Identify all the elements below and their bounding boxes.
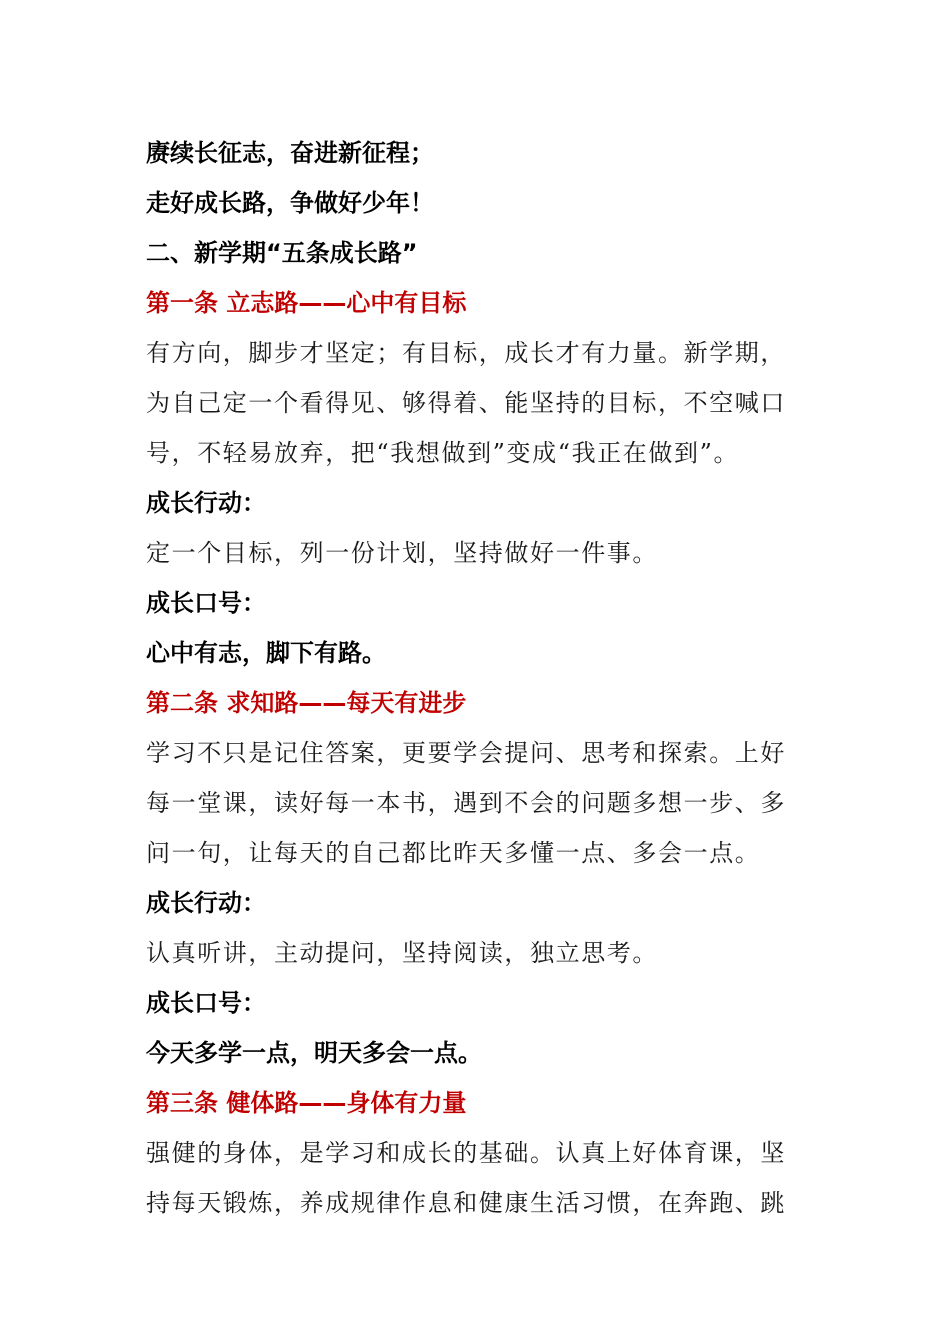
article-1-paragraph-line-2: 为自己定一个看得见、够得着、能坚持的目标，不空喊口 [146, 389, 786, 417]
article-3-paragraph-line-1: 强健的身体，是学习和成长的基础。认真上好体育课，坚 [146, 1139, 786, 1167]
article-2-action-label: 成长行动： [146, 889, 266, 917]
article-3-heading: 第三条 健体路——身体有力量 [146, 1089, 467, 1117]
article-1-heading: 第一条 立志路——心中有目标 [146, 289, 467, 317]
article-2-action-text: 认真听讲，主动提问，坚持阅读，独立思考。 [146, 939, 658, 967]
slogan-line-1: 赓续长征志，奋进新征程； [146, 139, 434, 167]
article-2-paragraph-line-2: 每一堂课，读好每一本书，遇到不会的问题多想一步、多 [146, 789, 786, 817]
article-2-heading: 第二条 求知路——每天有进步 [146, 689, 467, 717]
article-1-paragraph-line-3: 号，不轻易放弃，把“我想做到”变成“我正在做到”。 [146, 439, 740, 467]
section-heading: 二、新学期“五条成长路” [146, 239, 418, 267]
article-1-slogan-label: 成长口号： [146, 589, 266, 617]
article-3-paragraph-line-2: 持每天锻炼，养成规律作息和健康生活习惯，在奔跑、跳 [146, 1189, 786, 1217]
slogan-line-2: 走好成长路，争做好少年！ [146, 189, 434, 217]
document-body [146, 128, 810, 1228]
article-2-slogan-text: 今天多学一点，明天多会一点。 [146, 1039, 482, 1067]
article-2-paragraph-line-1: 学习不只是记住答案，更要学会提问、思考和探索。上好 [146, 739, 786, 767]
article-1-slogan-text: 心中有志，脚下有路。 [146, 639, 386, 667]
article-2-paragraph-line-3: 问一句，让每天的自己都比昨天多懂一点、多会一点。 [146, 839, 761, 867]
article-1-action-text: 定一个目标，列一份计划，坚持做好一件事。 [146, 539, 658, 567]
article-1-action-label: 成长行动： [146, 489, 266, 517]
article-1-paragraph-line-1: 有方向，脚步才坚定；有目标，成长才有力量。新学期， [146, 339, 786, 367]
article-2-slogan-label: 成长口号： [146, 989, 266, 1017]
